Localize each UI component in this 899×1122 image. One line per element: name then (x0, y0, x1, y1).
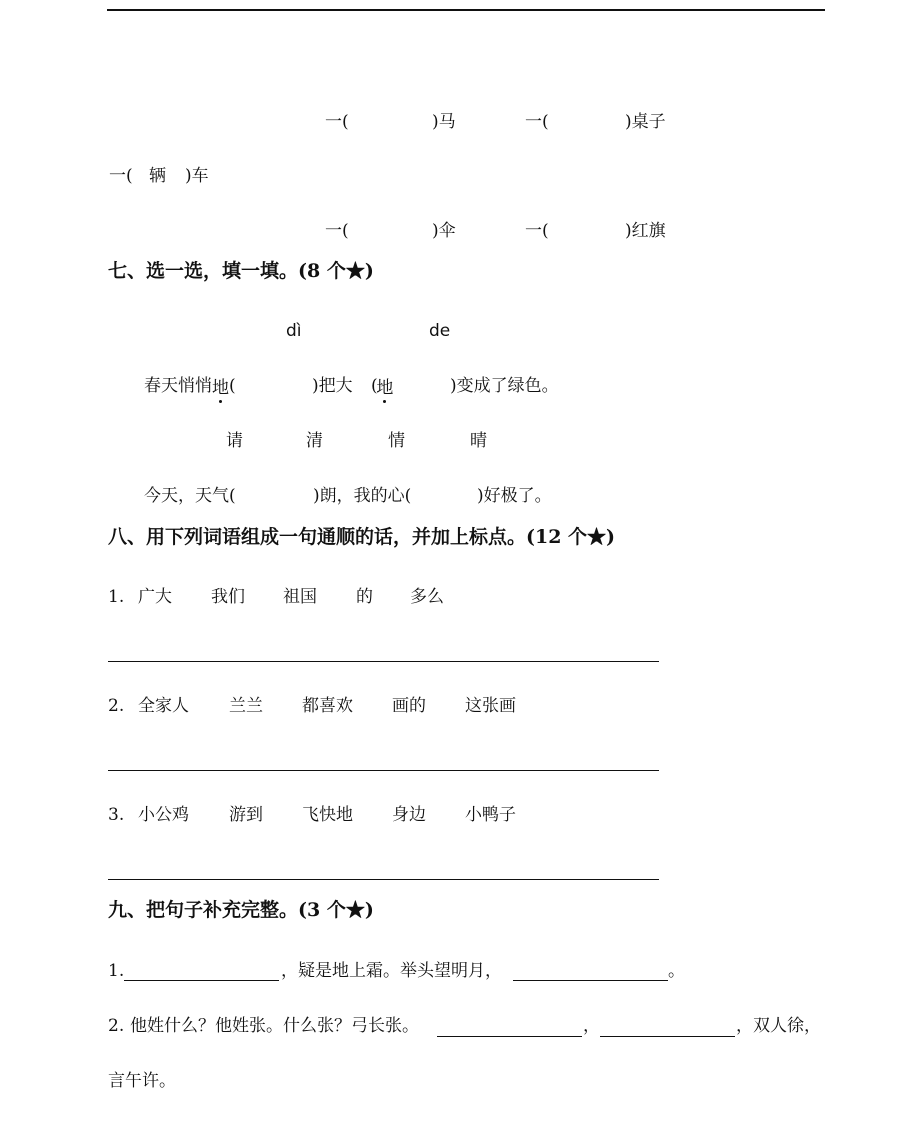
s8-item1-word: 多么 (410, 587, 444, 607)
s9-line1-mid: ，疑是地上霜。举头望明月， (281, 961, 502, 981)
s8-item1-word: 我们 (211, 587, 245, 607)
mw-row2-left-close: )伞 (432, 221, 456, 241)
s8-item1-number: 1. (108, 587, 125, 607)
s7-sentence1-paren2: ( (371, 376, 378, 396)
choice-qing-2: 清 (306, 431, 323, 451)
s8-item2-word: 兰兰 (229, 696, 263, 716)
s9-line2-comma: ， (583, 1016, 600, 1036)
s8-item3-word: 小鸭子 (465, 805, 516, 825)
mw-row1-right-close: )桌子 (625, 112, 666, 132)
s9-line1-number: 1. (108, 961, 125, 981)
s9-line2-number: 2. (108, 1016, 125, 1036)
s9-line3-text: 言午许。 (108, 1071, 176, 1091)
s7-sentence2-part1: 今天，天气( (144, 486, 236, 506)
s7-sentence1-part2: )把大 (312, 376, 353, 396)
mw-example-close: )车 (185, 166, 209, 186)
s7-sentence2-part3: )好极了。 (477, 486, 552, 506)
mw-row2-right-close: )红旗 (625, 221, 666, 241)
choice-qing-4: 晴 (470, 431, 487, 451)
s9-line2-blank1[interactable] (437, 1036, 582, 1037)
mw-row2-left-open: 一( (325, 221, 349, 241)
s8-item2-word: 这张画 (465, 696, 516, 716)
s7-sentence1-paren1: ( (229, 376, 236, 396)
s8-item2-number: 2. (108, 696, 125, 716)
s8-item2-word: 画的 (392, 696, 426, 716)
mw-row2-right-open: 一( (525, 221, 549, 241)
mw-row1-left-open: 一( (325, 112, 349, 132)
s9-line2-blank2[interactable] (600, 1036, 735, 1037)
s8-item1-answer-line[interactable] (108, 661, 659, 662)
s8-item2-word: 全家人 (138, 696, 189, 716)
s8-item3-number: 3. (108, 805, 125, 825)
mw-row1-left-close: )马 (432, 112, 456, 132)
section7-title: 七、选一选，填一填。(8 个★) (108, 260, 374, 282)
choice-qing-1: 请 (226, 431, 243, 451)
s7-sentence1-part3: )变成了绿色。 (450, 376, 559, 396)
pinyin-di: dì (286, 321, 302, 341)
s8-item1-word: 祖国 (283, 587, 317, 607)
s8-item3-word: 游到 (229, 805, 263, 825)
s9-line1-blank2[interactable] (513, 980, 668, 981)
s7-sentence2-part2: )朗，我的心( (313, 486, 412, 506)
mw-row1-right-open: 一( (525, 112, 549, 132)
s8-item2-answer-line[interactable] (108, 770, 659, 771)
s7-sentence1-dot1: 地 (212, 378, 229, 398)
choice-qing-3: 情 (388, 431, 405, 451)
section8-title: 八、用下列词语组成一句通顺的话，并加上标点。(12 个★) (108, 526, 616, 548)
s8-item3-word: 身边 (392, 805, 426, 825)
mw-example-open: 一( (109, 166, 133, 186)
section9-title: 九、把句子补充完整。(3 个★) (108, 899, 374, 921)
s9-line2-end: ，双人徐， (736, 1016, 821, 1036)
pinyin-de: de (429, 321, 451, 341)
s8-item1-word: 的 (356, 587, 373, 607)
s7-sentence1-part1: 春天悄悄 (144, 376, 212, 396)
header-rule (107, 9, 825, 11)
s8-item3-word: 飞快地 (302, 805, 353, 825)
s7-sentence1-dot2: 地 (376, 378, 394, 398)
s8-item3-answer-line[interactable] (108, 879, 659, 880)
s8-item3-word: 小公鸡 (138, 805, 189, 825)
s9-line2-text: 他姓什么？他姓张。什么张？弓长张。 (130, 1016, 419, 1036)
mw-example-word: 辆 (149, 166, 166, 186)
s9-line1-blank1[interactable] (124, 980, 279, 981)
s8-item1-word: 广大 (138, 587, 172, 607)
s9-line1-end: 。 (668, 961, 685, 981)
s8-item2-word: 都喜欢 (302, 696, 353, 716)
